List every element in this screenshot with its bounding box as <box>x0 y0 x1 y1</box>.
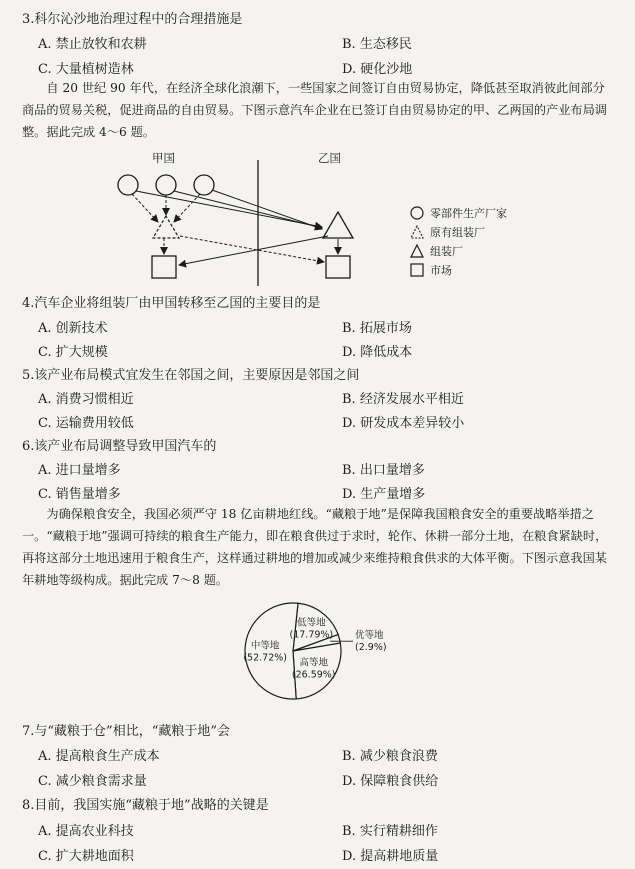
layout-diagram <box>100 148 560 288</box>
q6-option-a: A. 进口量增多 <box>38 463 121 478</box>
legend-market: 市场 <box>410 262 452 278</box>
assembly-plant <box>323 212 353 238</box>
pie-svg <box>200 596 440 706</box>
q4-option-a: A. 创新技术 <box>38 321 108 336</box>
parts-factory-2 <box>156 175 176 195</box>
q7-option-a: A. 提高粮食生产成本 <box>38 749 160 764</box>
pie-label-3: 高等地 <box>299 657 328 669</box>
q3-option-a: A. 禁止放牧和农耕 <box>38 37 147 52</box>
q8-option-c: C. 扩大耕地面积 <box>38 849 134 864</box>
legend-original-assembly: 原有组装厂 <box>410 224 485 240</box>
pie-value-1: (17.79%) <box>289 629 334 641</box>
pie-value-3: (26.59%) <box>291 669 336 681</box>
passage-grain-storage: 为确保粮食安全，我国必须严守 18 亿亩耕地红线。“藏粮于地”是保障我国粮食安全的重要战略举措之一。“藏粮于地”强调可持续的粮食生产能力，即在粮食供过于求时，轮作、休耕一部分土地，在粮食紧缺时，再将这部分土地迅速用于粮食生产，这样通过耕地的增加或减少来维持粮食供求的大体平衡。下图示意我国某年耕地等级构成。据此完成 7～8 题。 <box>22 507 608 587</box>
q6-stem: 6.该产业布局调整导致甲国汽车的 <box>22 439 217 454</box>
q5-option-d: D. 研发成本差异较小 <box>342 416 465 431</box>
q8-option-d: D. 提高耕地质量 <box>342 849 439 864</box>
q4-option-c: C. 扩大规模 <box>38 345 108 360</box>
parts-factory-1 <box>118 175 138 195</box>
flow-old-3 <box>174 194 200 222</box>
q7-option-c: C. 减少粮食需求量 <box>38 774 147 789</box>
parts-factory-3 <box>194 175 214 195</box>
q5-option-c: C. 运输费用较低 <box>38 416 134 431</box>
q3-stem: 3.科尔沁沙地治理过程中的合理措施是 <box>22 12 243 27</box>
pie-label-0: 中等地 <box>250 640 280 652</box>
q7-option-d: D. 保障粮食供给 <box>342 774 439 789</box>
flow-parts2-assembly <box>174 191 322 228</box>
market-b <box>326 256 350 278</box>
country-a-label: 甲国 <box>152 151 175 165</box>
flow-old-market-b <box>180 236 324 262</box>
q3-option-b: B. 生态移民 <box>342 37 412 52</box>
legend-parts-factory: 零部件生产厂家 <box>410 205 507 221</box>
q8-stem: 8.目前，我国实施“藏粮于地”战略的关键是 <box>22 798 269 813</box>
flow-parts3-assembly <box>212 190 322 229</box>
country-b-label: 乙国 <box>318 151 341 165</box>
q8-option-b: B. 实行精耕细作 <box>342 824 438 839</box>
original-assembly-plant <box>153 216 179 238</box>
q4-stem: 4.汽车企业将组装厂由甲国转移至乙国的主要目的是 <box>22 296 321 311</box>
pie-label-1: 低等地 <box>297 617 326 629</box>
pie-value-2: (2.9%) <box>355 642 387 654</box>
q4-option-b: B. 拓展市场 <box>342 321 412 336</box>
q8-option-a: A. 提高农业科技 <box>38 824 134 839</box>
q6-option-d: D. 生产量增多 <box>342 487 426 502</box>
q5-stem: 5.该产业布局模式宜发生在邻国之间，主要原因是邻国之间 <box>22 368 360 383</box>
q3-option-c: C. 大量植树造林 <box>38 62 134 77</box>
flow-old-1 <box>132 194 158 222</box>
q7-stem: 7.与“藏粮于仓”相比，“藏粮于地”会 <box>22 724 230 739</box>
pie-value-0: (52.72%) <box>243 652 287 664</box>
q5-option-a: A. 消费习惯相近 <box>38 392 134 407</box>
market-a <box>152 256 176 278</box>
q5-option-b: B. 经济发展水平相近 <box>342 392 464 407</box>
farmland-grade-pie-chart <box>200 596 440 706</box>
diagram-drawing <box>100 148 400 288</box>
q7-option-b: B. 减少粮食浪费 <box>342 749 438 764</box>
q6-option-b: B. 出口量增多 <box>342 463 425 478</box>
q4-option-d: D. 降低成本 <box>342 345 413 360</box>
legend-assembly: 组装厂 <box>410 243 463 259</box>
q3-option-d: D. 硬化沙地 <box>342 62 413 77</box>
q6-option-c: C. 销售量增多 <box>38 487 121 502</box>
passage-free-trade: 自 20 世纪 90 年代，在经济全球化浪潮下，一些国家之间签订自由贸易协定，降低甚至取消彼此间部分商品的贸易关税，促进商品的自由贸易。下图示意汽车企业在已签订自由贸易协定的甲、乙两国的产业布局调整。据此完成 4～6 题。 <box>22 81 607 139</box>
pie-label-2: 优等地 <box>355 630 384 642</box>
